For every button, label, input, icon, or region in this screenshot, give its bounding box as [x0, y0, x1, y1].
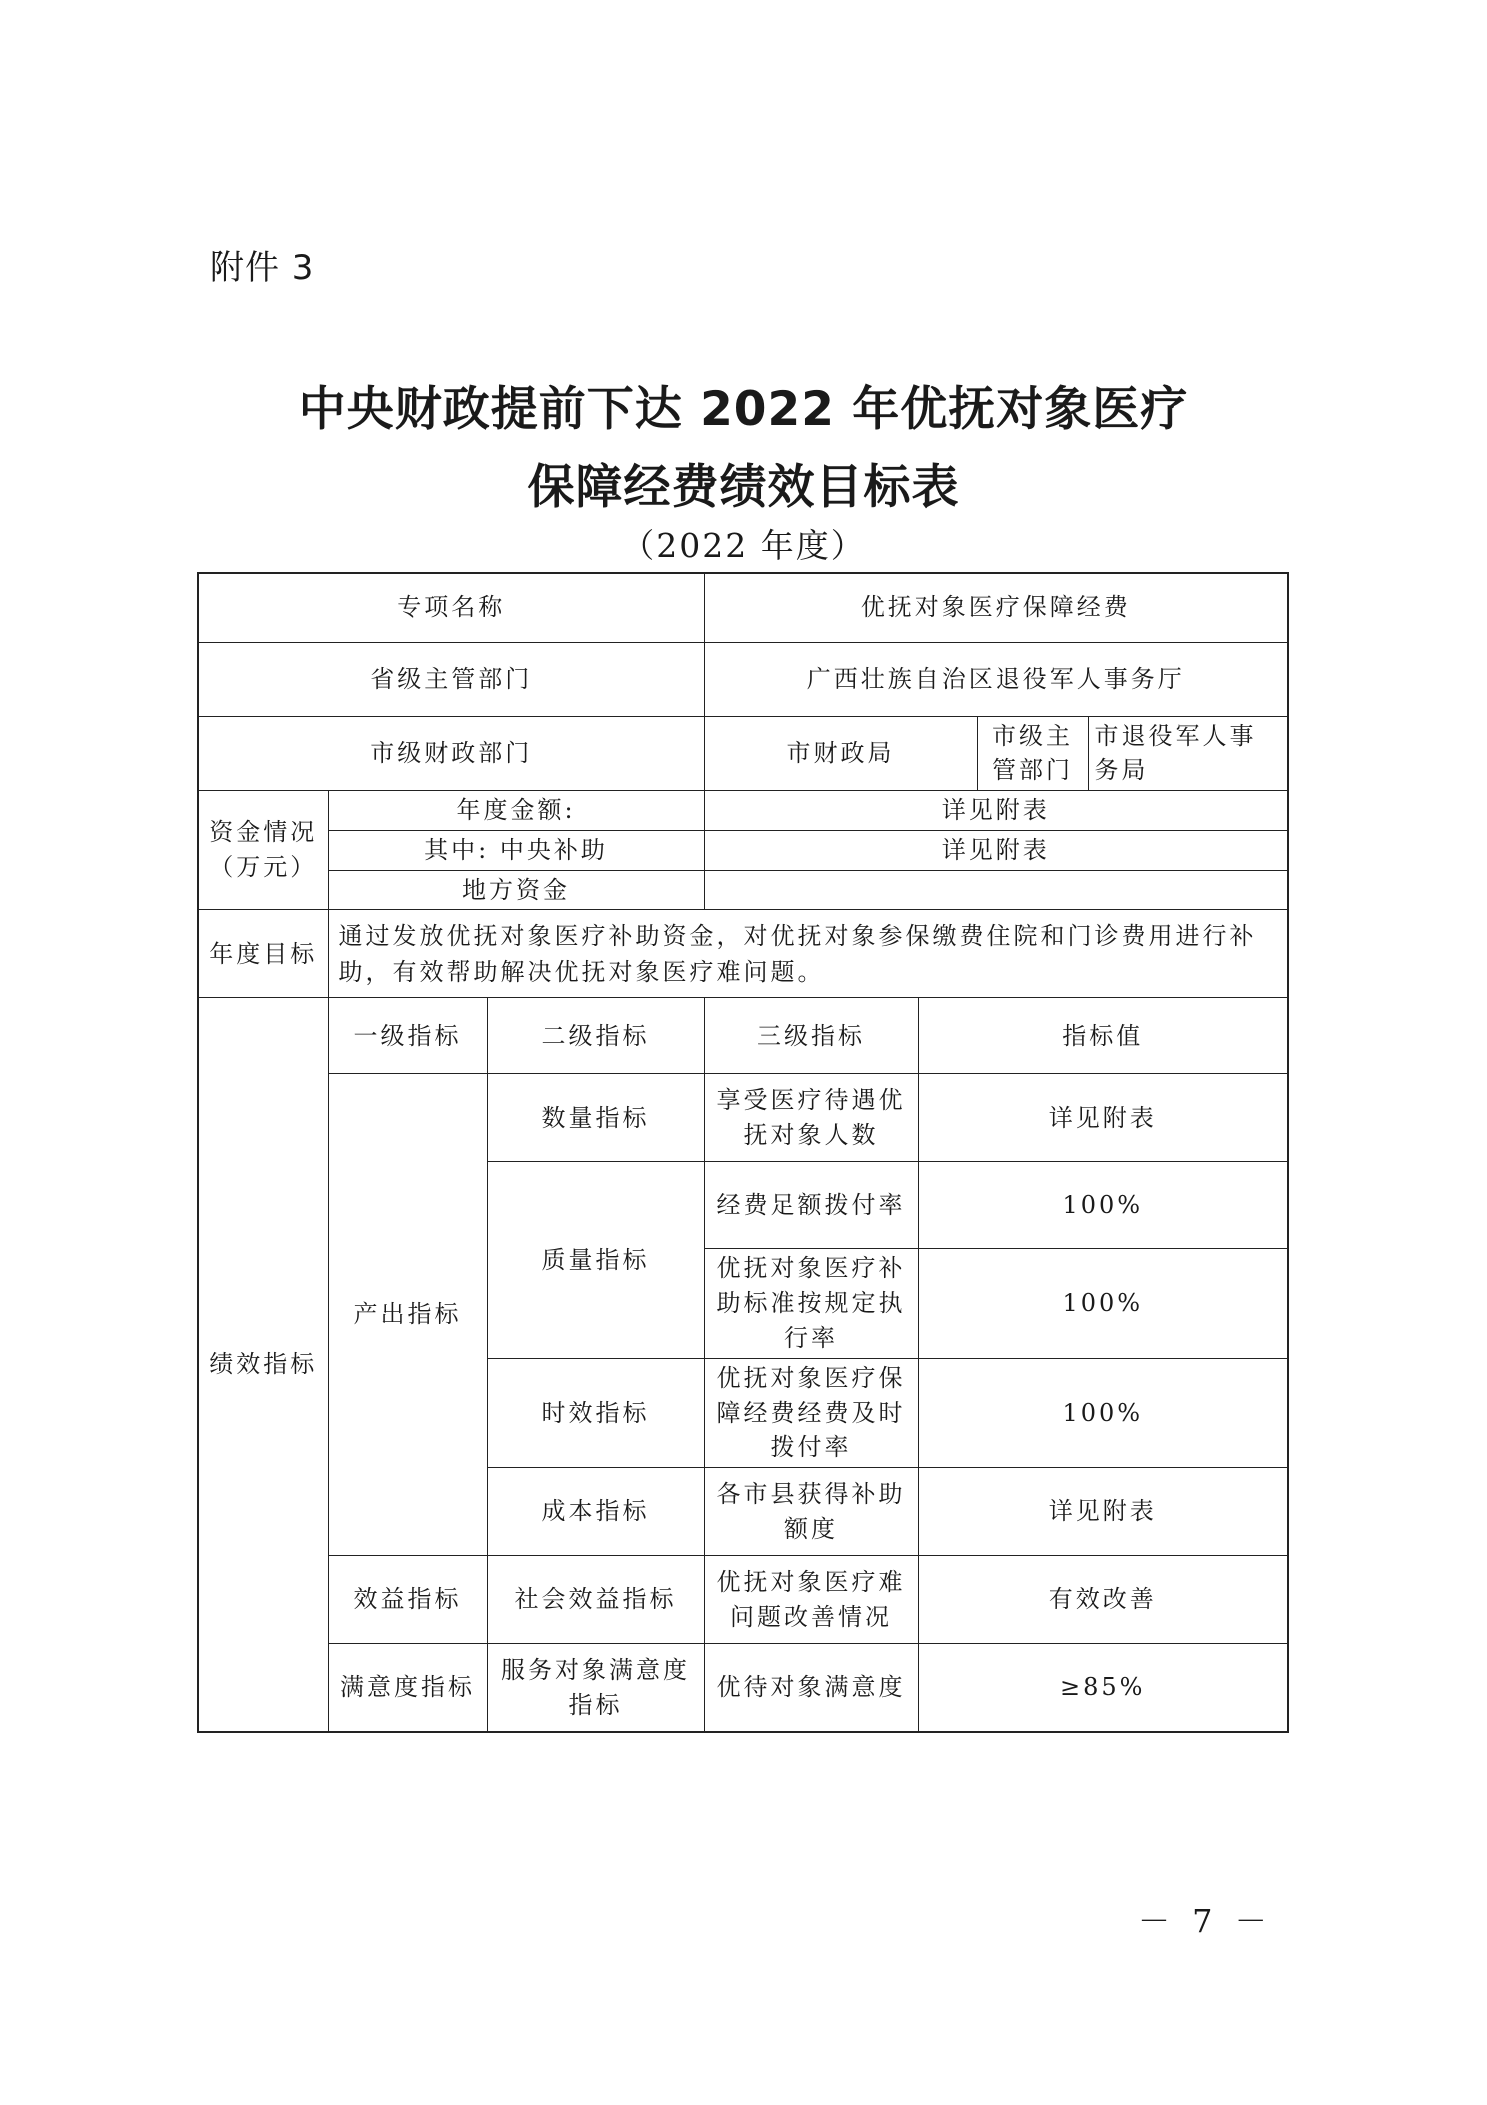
level3-cell: 优抚对象医疗补助标准按规定执行率 [704, 1249, 918, 1358]
timeliness-label: 时效指标 [487, 1358, 704, 1467]
performance-label: 绩效指标 [198, 998, 328, 1732]
value-cell: 100% [918, 1358, 1288, 1467]
page-title-line1: 中央财政提前下达 2022 年优抚对象医疗 [298, 382, 1189, 437]
project-name-label: 专项名称 [198, 573, 704, 642]
attachment-label: 附件 3 [210, 248, 315, 288]
level3-cell: 各市县获得补助额度 [704, 1468, 918, 1556]
value-cell: 100% [918, 1162, 1288, 1249]
city-finance-value: 市财政局 [704, 716, 977, 791]
value-cell: 有效改善 [918, 1556, 1288, 1644]
satisfaction-label: 满意度指标 [328, 1644, 487, 1732]
level3-cell: 经费足额拨付率 [704, 1162, 918, 1249]
central-subsidy-value: 详见附表 [704, 830, 1288, 870]
header-level2: 二级指标 [487, 998, 704, 1074]
provincial-dept-value: 广西壮族自治区退役军人事务厅 [704, 642, 1288, 716]
annual-amount-value: 详见附表 [704, 791, 1288, 831]
output-label: 产出指标 [328, 1074, 487, 1556]
local-funds-value [704, 870, 1288, 910]
service-satisfaction-label: 服务对象满意度指标 [487, 1644, 704, 1732]
benefit-label: 效益指标 [328, 1556, 487, 1644]
city-dept-label: 市级主管部门 [977, 716, 1088, 791]
level3-cell: 享受医疗待遇优抚对象人数 [704, 1074, 918, 1162]
quality-label: 质量指标 [487, 1162, 704, 1358]
header-value: 指标值 [918, 998, 1288, 1074]
local-funds-label: 地方资金 [328, 870, 704, 910]
level3-cell: 优待对象满意度 [704, 1644, 918, 1732]
page-title-line2: 保障经费绩效目标表 [527, 460, 960, 515]
central-subsidy-label: 其中: 中央补助 [328, 830, 704, 870]
value-cell: 详见附表 [918, 1468, 1288, 1556]
value-cell: 100% [918, 1249, 1288, 1358]
city-dept-value: 市退役军人事务局 [1088, 716, 1288, 791]
social-benefit-label: 社会效益指标 [487, 1556, 704, 1644]
annual-amount-label: 年度金额: [328, 791, 704, 831]
funds-label: 资金情况（万元） [198, 791, 328, 910]
quantity-label: 数量指标 [487, 1074, 704, 1162]
city-finance-label: 市级财政部门 [198, 716, 704, 791]
annual-goal-value: 通过发放优抚对象医疗补助资金，对优抚对象参保缴费住院和门诊费用进行补助，有效帮助解决优抚对象医疗难问题。 [328, 910, 1288, 998]
value-cell: ≥85% [918, 1644, 1288, 1732]
header-level3: 三级指标 [704, 998, 918, 1074]
level3-cell: 优抚对象医疗难问题改善情况 [704, 1556, 918, 1644]
level3-cell: 优抚对象医疗保障经费经费及时拨付率 [704, 1358, 918, 1467]
project-name-value: 优抚对象医疗保障经费 [704, 573, 1288, 642]
cost-label: 成本指标 [487, 1468, 704, 1556]
annual-goal-label: 年度目标 [198, 910, 328, 998]
performance-target-table [197, 572, 1289, 1733]
page-number: － 7 － [1138, 1902, 1273, 1940]
year-label: （2022 年度） [621, 526, 866, 565]
value-cell: 详见附表 [918, 1074, 1288, 1162]
provincial-dept-label: 省级主管部门 [198, 642, 704, 716]
header-level1: 一级指标 [328, 998, 487, 1074]
